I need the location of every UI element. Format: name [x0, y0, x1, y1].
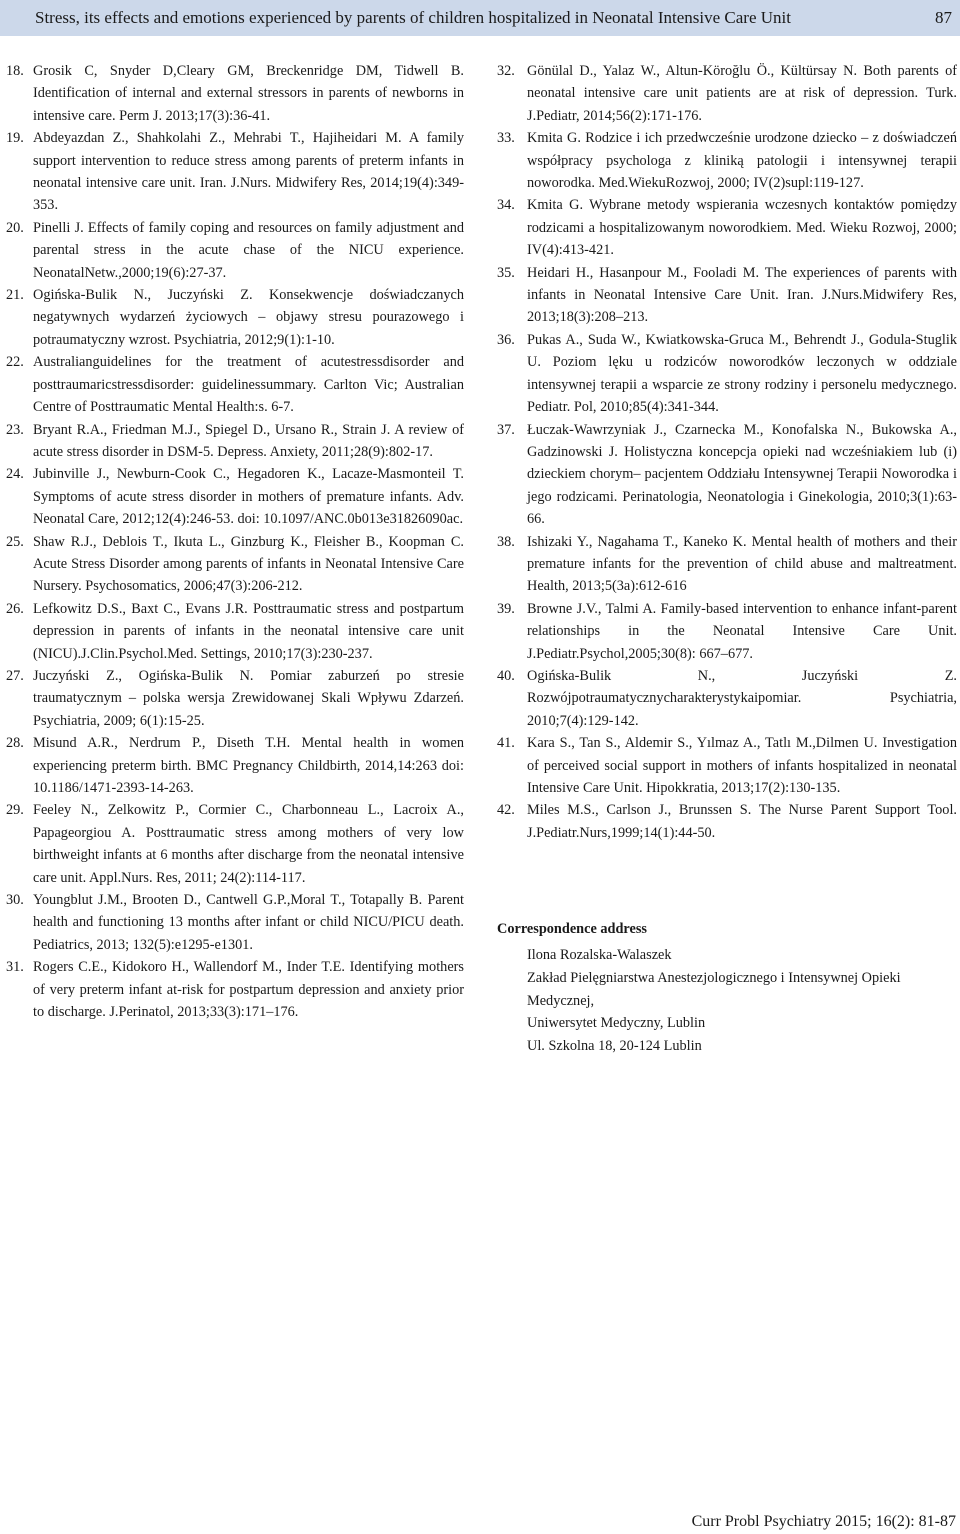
- correspondence-line: Ul. Szkolna 18, 20-124 Lublin: [527, 1037, 702, 1054]
- reference-text: Kara S., Tan S., Aldemir S., Yılmaz A., Tatlı M.,Dilmen U. Investigation of perceived social support in mothers of infants hospitalized in neonatal Intensive Care Unit. Hipokkratia, 2013;17(2):130-135.: [527, 735, 957, 796]
- reference-number: 22.: [6, 354, 24, 371]
- reference-number: 28.: [6, 735, 24, 752]
- reference-text: Feeley N., Zelkowitz P., Cormier C., Charbonneau L., Lacroix A., Papageorgiou A. Posttraumatic stress among mothers of very low birthweight infants at 6 months after discharge from the neonatal intensive care unit. Appl.Nurs. Res, 2011; 24(2):114-117.: [33, 802, 464, 886]
- reference-text: Bryant R.A., Friedman M.J., Spiegel D., Ursano R., Strain J. A review of acute stress disorder in DSM-5. Depress. Anxiety, 2011;28(9):802-17.: [33, 421, 464, 460]
- reference-item: [6, 598, 464, 665]
- reference-item: [497, 262, 957, 329]
- reference-number: 32.: [497, 63, 515, 79]
- reference-item: [6, 351, 464, 418]
- reference-text: Gönülal D., Yalaz W., Altun-Köroğlu Ö., Kültürsay N. Both parents of neonatal intensive care unit patients are at risk of depression. Turk. J.Pediatr, 2014;56(2):171-176.: [527, 63, 957, 124]
- reference-text: Browne J.V., Talmi A. Family-based intervention to enhance infant-parent relationships in the Neonatal Intensive Care Unit. J.Pediatr.Psychol,2005;30(8): 667–677.: [527, 600, 957, 662]
- references-left-column: [6, 60, 464, 1023]
- correspondence-line: Zakład Pielęgniarstwa Anestezjologicznego i Intensywnej Opieki Medycznej,: [527, 970, 901, 1009]
- reference-item: [497, 732, 957, 799]
- reference-item: [6, 284, 464, 351]
- reference-number: 42.: [497, 802, 515, 819]
- reference-item: [6, 665, 464, 732]
- reference-text: Heidari H., Hasanpour M., Fooladi M. The experiences of parents with infants in Neonatal Intensive Care Unit. Iran. J.Nurs.Midwifery Res, 2013;18(3):208–213.: [527, 264, 957, 326]
- reference-number: 19.: [6, 130, 24, 147]
- reference-text: Abdeyazdan Z., Shahkolahi Z., Mehrabi T., Hajiheidari M. A family support intervention to reduce stress among parents of preterm infants in neonatal intensive care unit. Iran. J.Nurs. Midwifery Res, 2014;19(4):349-353.: [33, 130, 464, 214]
- reference-text: Misund A.R., Nerdrum P., Diseth T.H. Mental health in women experiencing preterm birth. BMC Pregnancy Childbirth, 2014,14:263 doi: 10.1186/1471-2393-14-263.: [33, 735, 464, 796]
- reference-item: [6, 217, 464, 284]
- reference-item: [497, 665, 957, 732]
- reference-item: [497, 329, 957, 419]
- reference-item: [497, 194, 957, 261]
- journal-citation-footer: Curr Probl Psychiatry 2015; 16(2): 81-87: [691, 1513, 956, 1530]
- reference-text: Youngblut J.M., Brooten D., Cantwell G.P.,Moral T., Totapally B. Parent health and functioning 13 months after infant or child NICU/PICU death. Pediatrics, 2013; 132(5):e1295-e1301.: [33, 892, 464, 953]
- reference-item: [6, 419, 464, 464]
- reference-text: Pinelli J. Effects of family coping and resources on family adjustment and parental stress in the acute chase of the NICU experience. NeonatalNetw.,2000;19(6):27-37.: [33, 219, 464, 281]
- reference-text: Ogińska-Bulik N., Juczyński Z. Konsekwencje doświadczanych negatywnych wydarzeń życiowych – objawy stresu pourazowego i potraumatyczny wzrost. Psychiatria, 2012;9(1):1-10.: [33, 287, 464, 348]
- reference-number: 39.: [497, 600, 515, 617]
- reference-number: 35.: [497, 264, 515, 281]
- reference-number: 38.: [497, 533, 515, 550]
- reference-text: Miles M.S., Carlson J., Brunssen S. The Nurse Parent Support Tool. J.Pediatr.Nurs,1999;14(1):44-50.: [527, 802, 957, 841]
- reference-item: [6, 60, 464, 127]
- reference-text: Grosik C, Snyder D,Cleary GM, Breckenridge DM, Tidwell B. Identification of internal and external stressors in parents of newborns in intensive care. Perm J. 2013;17(3):36-41.: [33, 63, 464, 124]
- reference-number: 27.: [6, 667, 24, 684]
- reference-number: 34.: [497, 197, 515, 214]
- reference-number: 24.: [6, 466, 24, 483]
- correspondence-line: Uniwersytet Medyczny, Lublin: [527, 1015, 706, 1032]
- reference-number: 36.: [497, 331, 515, 348]
- reference-text: Łuczak-Wawrzyniak J., Czarnecka M., Konofalska N., Bukowska A., Gadzinowski J. Holistyczna koncepcja opieki nad wcześniakiem lub (i) dzieckiem chorym– pacjentem Oddziału Intensywnej Terapii Noworodka i jego rodzicami. Perinatologia, Neonatologia i Ginekologia, 2010;3(1):63-66.: [527, 421, 957, 528]
- reference-number: 33.: [497, 130, 515, 147]
- reference-item: [497, 799, 957, 844]
- reference-item: [497, 419, 957, 531]
- correspondence-line: Ilona Rozalska-Walaszek: [527, 947, 672, 964]
- reference-number: 30.: [6, 892, 24, 909]
- reference-text: Kmita G. Rodzice i ich przedwcześnie urodzone dziecko – z doświadczeń współpracy psychologa z kliniką patologii i intensywnej terapii noworodka. Med.WiekuRozwoj, 2000; IV(2)supl:119-127.: [527, 130, 957, 192]
- running-header-title: Stress, its effects and emotions experienced by parents of children hospitalized in Neonatal Intensive Care Unit: [35, 8, 791, 27]
- reference-item: [6, 531, 464, 598]
- reference-number: 20.: [6, 219, 24, 236]
- reference-number: 23.: [6, 421, 24, 438]
- reference-item: [6, 732, 464, 799]
- reference-item: [6, 889, 464, 956]
- reference-number: 25.: [6, 533, 24, 550]
- reference-text: Jubinville J., Newburn-Cook C., Hegadoren K., Lacaze-Masmonteil T. Symptoms of acute stress disorder in mothers of premature infants. Adv. Neonatal Care, 2012;12(4):246-53. doi: 10.1097/ANC.0b013e31826090ac.: [33, 466, 464, 528]
- reference-item: [497, 531, 957, 598]
- reference-text: Lefkowitz D.S., Baxt C., Evans J.R. Posttraumatic stress and postpartum depression in parents of infants in the neonatal intensive care unit (NICU).J.Clin.Psychol.Med. Settings, 2010;17(3):230-237.: [33, 600, 464, 662]
- reference-text: Ogińska-Bulik N., Juczyński Z. Rozwójpotraumatycznycharakterystykaipomiar. Psychiatria, 2010;7(4):129-142.: [527, 667, 957, 729]
- reference-text: Juczyński Z., Ogińska-Bulik N. Pomiar zaburzeń po stresie traumatycznym – polska wersja Zrewidowanej Skali Wpływu Zdarzeń. Psychiatria, 2009; 6(1):15-25.: [33, 667, 464, 729]
- reference-item: [6, 799, 464, 889]
- correspondence-block: [497, 918, 957, 1057]
- reference-number: 41.: [497, 735, 515, 752]
- reference-number: 18.: [6, 63, 24, 79]
- reference-item: [497, 127, 957, 194]
- reference-text: Rogers C.E., Kidokoro H., Wallendorf M., Inder T.E. Identifying mothers of very preterm infant at-risk for postpartum depression and anxiety prior to discharge. J.Perinatol, 2013;33(3):171–176.: [33, 959, 464, 1021]
- reference-number: 26.: [6, 600, 24, 617]
- reference-item: [6, 127, 464, 217]
- reference-item: [6, 463, 464, 530]
- page-number: 87: [935, 8, 952, 27]
- reference-item: [497, 598, 957, 665]
- reference-text: Shaw R.J., Deblois T., Ikuta L., Ginzburg K., Fleisher B., Koopman C. Acute Stress Disorder among parents of infants in Neonatal Intensive Care Nursery. Psychosomatics, 2006;47(3):206-212.: [33, 533, 464, 595]
- reference-number: 31.: [6, 959, 24, 976]
- reference-number: 29.: [6, 802, 24, 819]
- reference-text: Kmita G. Wybrane metody wspierania wczesnych kontaktów pomiędzy rodzicami a hospitalizowanym noworodkiem. Med. Wieku Rozwoj, 2000; IV(4):413-421.: [527, 197, 957, 259]
- running-header: [0, 0, 960, 36]
- reference-item: [497, 60, 957, 127]
- reference-text: Australianguidelines for the treatment of acutestressdisorder and posttraumaricstressdisorder: guidelinessummary. Carlton Vic; Australian Centre of Posttraumatic Mental Health:s. 6-7.: [33, 354, 464, 416]
- reference-number: 40.: [497, 667, 515, 684]
- references-right-column: [497, 60, 957, 844]
- reference-number: 37.: [497, 421, 515, 438]
- reference-text: Pukas A., Suda W., Kwiatkowska-Gruca M., Behrendt J., Godula-Stuglik U. Poziom lęku u rodziców noworodków leczonych w oddziale intensywnej terapii a wsparcie ze strony rodziny i personelu medycznego. Pediatr. Pol, 2010;85(4):341-344.: [527, 331, 957, 416]
- reference-number: 21.: [6, 287, 24, 304]
- reference-item: [6, 956, 464, 1023]
- correspondence-title: Correspondence address: [497, 921, 647, 937]
- reference-text: Ishizaki Y., Nagahama T., Kaneko K. Mental health of mothers and their premature infants for the prevention of child abuse and maltreatment. Health, 2013;5(3a):612-616: [527, 533, 957, 595]
